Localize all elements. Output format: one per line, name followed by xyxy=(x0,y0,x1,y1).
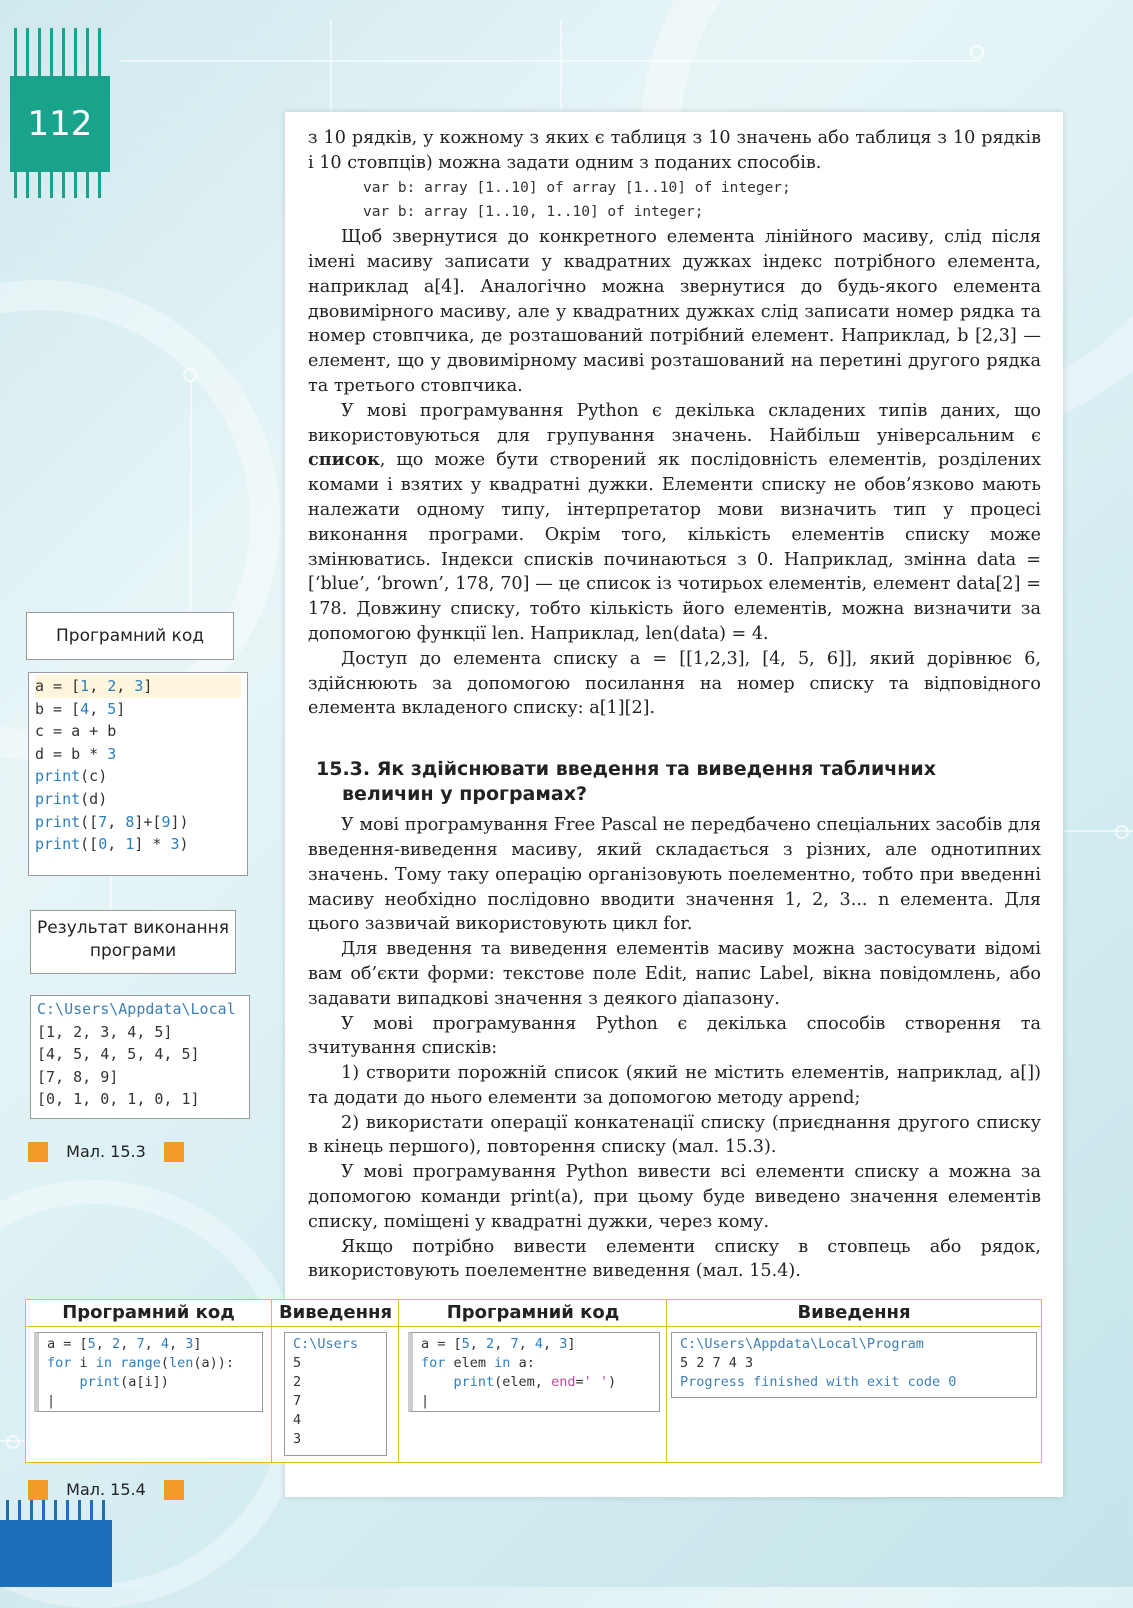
exit-status: Progress finished with exit code 0 xyxy=(680,1374,957,1390)
output-line: 2 xyxy=(293,1374,302,1390)
column-header: Програмний код xyxy=(26,1300,271,1327)
console-path: C:\Users xyxy=(293,1336,359,1352)
code-panel xyxy=(28,672,248,876)
paragraph-free-pascal: У мові програмування Free Pascal не передбачено спеціальних засобів для введення-виведення масиву, який складається з різних, але однотипних значень. Тому таку операцію організовують поелементно, тобто при введенні масиву необхідно послідовно вводити значення 1, 2, 3... n елемента. Для цього зазвичай використовують цикл for. xyxy=(308,815,1041,935)
code-line: print(elem, end=' ') xyxy=(453,1374,617,1390)
column-header: Виведення xyxy=(667,1300,1041,1327)
column-header: Виведення xyxy=(272,1300,399,1327)
main-text xyxy=(308,126,1041,1284)
figure-15-4-table xyxy=(25,1299,1042,1463)
code-line: print([0, 1] * 3) xyxy=(35,835,189,854)
output-line: [0, 1, 0, 1, 0, 1] xyxy=(37,1090,200,1109)
code-line: d = b * 3 xyxy=(35,744,117,763)
paragraph-intro: з 10 рядків, у кожному з яких є таблиця з 10 значень або таблиця з 10 рядків і 10 стовпців) можна задати одним з поданих способів. xyxy=(308,128,1041,173)
paragraph-form-objects: Для введення та виведення елементів масиву можна застосувати відомі вам об’єкти форми: текстове поле Edit, напис Label, вікна повідомлень, або задавати випадкові значення з деякого діапазону. xyxy=(308,939,1041,1009)
paragraph-element-access: Щоб звернутися до конкретного елемента лінійного масиву, слід після імені масиву записати у квадратних дужках індекс потрібного елемента, наприклад a[4]. Аналогічно можна звернутися до будь-якого елемента двовимірного масиву, але у квадратних дужках слід записати номер рядка та номер стовпчика, де розташований потрібний елемент. Наприклад, b [2,3] — елемент, що у двовимірному масиві розташований на перетині другого рядка та третього стовпчика. xyxy=(308,227,1041,396)
code-line: b = [4, 5] xyxy=(35,699,126,718)
code-line: | xyxy=(421,1393,430,1409)
paragraph-nested-list: Доступ до елемента списку a = [[1,2,3], [4, 5, 6]], який дорівнює 6, здійснюють за допомогою посилання на номер списку та відповідного елемента вкладеного списку: a[1][2]. xyxy=(308,648,1041,719)
list-item: 2) використати операції конкатенації списку (приєднання другого списку в кінець першого), повторення списку (мал. 15.3). xyxy=(308,1112,1041,1158)
figure-caption: Мал. 15.3 xyxy=(28,1142,184,1162)
code-line: print([7, 8]+[9]) xyxy=(35,812,189,831)
output-line: [1, 2, 3, 4, 5] xyxy=(37,1022,173,1041)
code-line: print(d) xyxy=(35,789,108,808)
code-line: for i in range(len(a)): xyxy=(47,1355,234,1371)
page-number-chip xyxy=(10,28,110,198)
code-line: a = [1, 2, 3] xyxy=(35,675,241,698)
code-callout: Програмний код xyxy=(26,612,234,660)
paragraph-column-output: Якщо потрібно вивести елементи списку в стовпець або рядок, використовують поелементне виведення (мал. 15.4). xyxy=(308,1236,1041,1282)
code-panel xyxy=(408,1332,660,1412)
console-path: C:\Users\Appdata\Local\Program xyxy=(680,1336,924,1352)
output-line: [4, 5, 4, 5, 4, 5] xyxy=(37,1045,200,1064)
paragraph-python-list: У мові програмування Python є декілька складених типів даних, що використовуються для групування значень. Найбільш універсальним є список, що може бути створений як послідовність елементів, розділених комами і взятих у квадратні дужки. Елементи списку не обов’язково мають належати одному типу, інтерпретатор мови визначить тип у процесі виконання програми. Окрім того, кількість елементів списку може змінюватись. Індекси списків починаються з 0. Наприклад, змінна data = [‘blue’, ‘brown’, 178, 70] — це список із чотирьох елементів, елемент data[2] = 178. Довжину списку, тобто кількість його елементів, можна визначити за допомогою функції len. Наприклад, len(data) = 4. xyxy=(308,400,1041,644)
code-line: var b: array [1..10] of array [1..10] of integer; xyxy=(363,179,791,196)
figure-caption: Мал. 15.4 xyxy=(28,1480,184,1500)
code-line: | xyxy=(47,1393,56,1409)
output-panel xyxy=(671,1332,1037,1398)
code-panel xyxy=(34,1332,263,1412)
paragraph-print: У мові програмування Python вивести всі елементи списку a можна за допомогою команди print(a), при цьому буде виведено значення елементів списку, поміщені у квадратні дужки, через кому. xyxy=(308,1162,1041,1232)
console-path: C:\Users\Appdata\Local xyxy=(37,1000,236,1018)
output-line: 5 2 7 4 3 xyxy=(680,1355,754,1371)
term-list: список xyxy=(308,449,380,471)
section-heading: 15.3. Як здійснювати введення та виведення табличних величин у програмах? xyxy=(316,758,937,806)
column-header: Програмний код xyxy=(399,1300,667,1327)
code-line: print(a[i]) xyxy=(79,1374,169,1390)
output-line: 3 xyxy=(293,1431,302,1447)
paragraph-python-ways: У мові програмування Python є декілька способів створення та зчитування списків: xyxy=(308,1013,1041,1059)
code-line: for elem in a: xyxy=(421,1355,535,1371)
output-line: 5 xyxy=(293,1355,302,1371)
code-line: var b: array [1..10, 1..10] of integer; xyxy=(363,204,704,221)
code-line: a = [5, 2, 7, 4, 3] xyxy=(421,1336,576,1352)
output-line: 4 xyxy=(293,1412,302,1428)
output-line: 7 xyxy=(293,1393,302,1409)
output-line: [7, 8, 9] xyxy=(37,1067,119,1086)
code-line: c = a + b xyxy=(35,722,117,741)
code-line: a = [5, 2, 7, 4, 3] xyxy=(47,1336,202,1352)
output-panel xyxy=(284,1332,387,1456)
code-line: print(c) xyxy=(35,767,108,786)
result-callout: Результат виконання програми xyxy=(30,910,236,974)
result-panel xyxy=(30,995,250,1119)
page-number: 112 xyxy=(10,76,110,172)
list-item: 1) створити порожній список (який не містить елементів, наприклад, a[]) та додати до нього елементи за допомогою методу append; xyxy=(308,1063,1041,1108)
